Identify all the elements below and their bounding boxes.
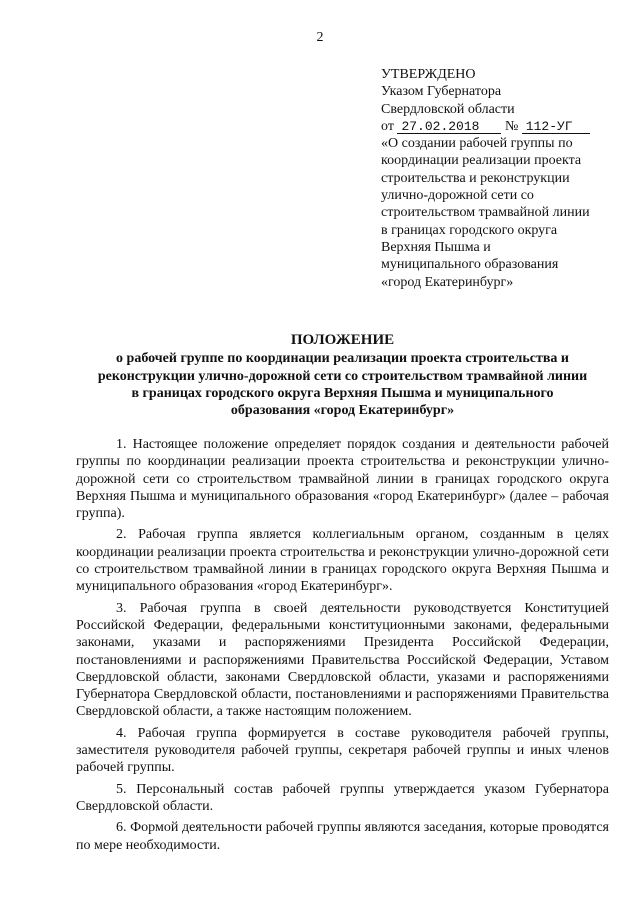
approval-subject-line: строительством трамвайной линии	[381, 205, 590, 221]
approval-subject-line: в границах городского округа	[381, 222, 558, 238]
approval-subject-line: строительства и реконструкции	[381, 170, 570, 186]
decree-date: 27.02.2018	[397, 120, 501, 134]
approval-subject-line: «О создании рабочей группы по	[381, 136, 573, 152]
paragraph-3: 3. Рабочая группа в своей деятельности руководствуется Конституцией Российской Федерации, федеральными конституционными законами, федеральными законами, указами и распоряжениями Президента Российской Федерации, постановлениями и распоряжениями Правительства Российской Федерации, Уставом Свердловской области, законами Свердловской области, указами и распоряжениями Губернатора Свердловской области, постановлениями и распоряжениями Правительства Свердловской области, а также настоящим положением.	[76, 600, 609, 720]
page-number: 2	[316, 30, 324, 45]
approval-label: УТВЕРЖДЕНО	[381, 67, 476, 82]
document-title	[76, 332, 609, 419]
document-body	[76, 436, 609, 858]
approval-subject-line: «город Екатеринбург»	[381, 274, 514, 290]
approval-subject-line: координации реализации проекта	[381, 153, 582, 169]
approval-subject-line: улично-дорожной сети со	[381, 188, 534, 204]
title-line: реконструкции улично-дорожной сети со строительством трамвайной линии	[97, 368, 588, 384]
paragraph-2: 2. Рабочая группа является коллегиальным органом, созданным в целях координации реализации проекта строительства и реконструкции улично-дорожной сети со строительством трамвайной линии в границах городского округа Верхняя Пышма и муниципального образования «город Екатеринбург».	[76, 527, 609, 595]
decree-number: 112-УГ	[522, 120, 590, 134]
approval-subject-line: муниципального образования	[381, 257, 559, 273]
date-prefix: от	[381, 118, 394, 134]
paragraph-5: 5. Персональный состав рабочей группы утверждается указом Губернатора Свердловской области.	[76, 781, 609, 814]
approval-issuer: Указом Губернатора	[381, 84, 502, 100]
title-heading: ПОЛОЖЕНИЕ	[290, 332, 395, 348]
approval-stamp	[381, 66, 621, 291]
paragraph-1: 1. Настоящее положение определяет порядок создания и деятельности рабочей группы по координации реализации проекта строительства и реконструкции улично-дорожной сети со строительством трамвайной линии в границах городского округа Верхняя Пышма и муниципального образования «город Екатеринбург» (далее – рабочая группа).	[76, 437, 609, 522]
approval-date-line	[381, 118, 621, 135]
paragraph-4: 4. Рабочая группа формируется в составе руководителя рабочей группы, заместителя руководителя рабочей группы, секретаря рабочей группы и иных членов рабочей группы.	[76, 725, 609, 776]
title-line: в границах городского округа Верхняя Пышма и муниципального	[131, 385, 554, 401]
title-line: образования «город Екатеринбург»	[230, 403, 455, 419]
approval-subject-line: Верхняя Пышма и	[381, 239, 491, 255]
number-prefix: №	[504, 118, 519, 134]
approval-region: Свердловской области	[381, 101, 515, 117]
title-line: о рабочей группе по координации реализации проекта строительства и	[116, 351, 569, 367]
paragraph-6: 6. Формой деятельности рабочей группы являются заседания, которые проводятся по мере необходимости.	[76, 820, 609, 853]
